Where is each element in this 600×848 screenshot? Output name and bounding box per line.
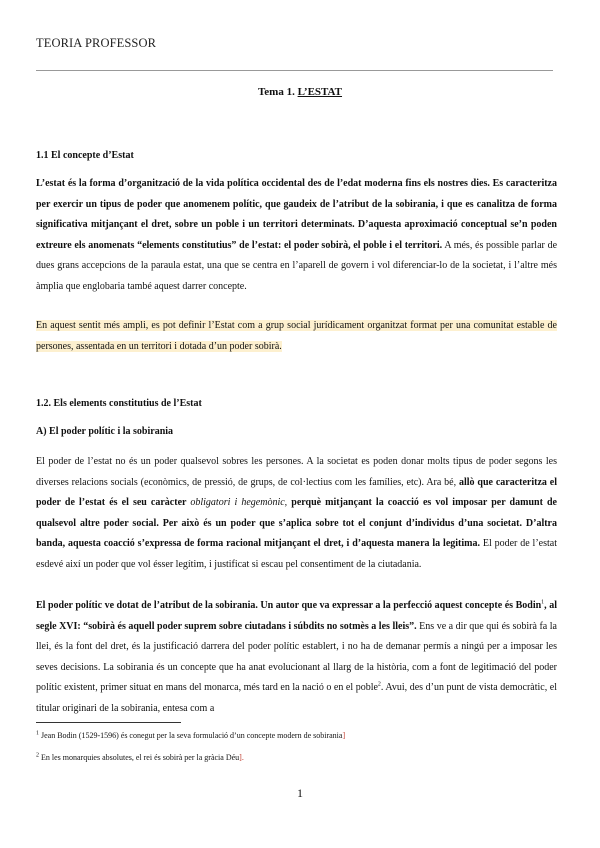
footnote-1-mark: ] [342, 731, 346, 740]
footnote-divider [36, 722, 181, 723]
paragraph-4-c: Ens ve a dir que qui és sobirà fa la llei, és la font del dret, és la justificació darrera del poder polític establert, i no ha de demanar permís a ningú per a imposar les seves decisions. La sobirania és un concepte que ha anat evolucionant al llarg de la història, com a font de legitimació del poder polític existent, primer situat en mans del monarca, més tard en la nació o en el poble [36, 620, 557, 693]
footnote-2 [36, 753, 244, 762]
document-title [0, 86, 600, 98]
footnote-2-text: En les monarquies absolutes, el rei és sobirà per la gràcia Déu [39, 753, 240, 762]
header-divider [36, 70, 553, 71]
title-main: L’ESTAT [297, 86, 343, 98]
section-heading-1-2: 1.2. Els elements constitutius de l’Estat [36, 398, 202, 409]
footnote-1-text: Jean Bodin (1529-1596) és conegut per la seva formulació d’un concepte modern de sobirania [39, 731, 343, 740]
title-prefix: Tema 1. [257, 86, 295, 98]
paragraph-4-b: , al segle XVI: “sobirà és aquell poder suprem sobre ciutadans i súbdits no sotmès a les lleis”. [36, 600, 557, 632]
page-number: 1 [297, 786, 303, 800]
footnote-2-mark: ]. [239, 753, 244, 762]
paragraph-3-b: allò que caracteritza el poder de l’estat és el seu caràcter [36, 476, 557, 508]
paragraph-1-bold: L’estat és la forma d’organització de la vida política occidental des de l’edat moderna fins els nostres dies. Es caracteritza per exercir un tipus de poder que anomenem polític, que gaudeix de l’atribut de la sobirania, i que es canalitza de forma significativa mitjançant el dret, sobre un poble i un territori determinats. D’aquesta aproximació conceptual se’n poden extreure els anomenats “elements constitutius” de l’estat: el poder sobirà, el poble i el territori. [36, 178, 557, 251]
paragraph-1 [36, 174, 557, 297]
paragraph-3-a: El poder de l’estat no és un poder qualsevol sobres les persones. A la societat es poden donar molts tipus de poder segons les diverses relacions socials (econòmics, de pressió, de grups, de col·lectius com les famílies, etc). Ara bé, [36, 456, 557, 488]
paragraph-4 [36, 596, 557, 719]
paragraph-3 [36, 452, 557, 575]
paragraph-3-italic: obligatori i hegemònic, [190, 497, 288, 508]
paragraph-4-a: El poder polític ve dotat de l’atribut de la sobirania. Un autor que va expressar a la perfecció aquest concepte és Bodin [36, 600, 542, 611]
footnote-ref-2[interactable]: 2 [377, 681, 381, 688]
paragraph-3-d: perquè mitjançant la coacció es vol imposar per damunt de qualsevol altre poder social. Per això és un poder que s’aplica sobre tot el conjunt d’individus d’una societat. D’altra banda, aquesta coacció s’expressa de forma racional mitjançant el dret, i d’aquesta manera la legitima. [36, 497, 557, 549]
paragraph-1-normal: A més, és possible parlar de dues grans accepcions de la paraula estat, una que se centra en l’aparell de govern i vol diferenciar-lo de la societat, i l’altre més àmplia que englobaria també aquest darrer concepte. [36, 239, 558, 292]
subsection-heading-a: A) El poder polític i la sobirania [36, 426, 174, 437]
paragraph-2 [36, 316, 557, 357]
section-heading-1-1: 1.1 El concepte d’Estat [36, 150, 134, 161]
footnote-2-number: 2 [36, 752, 39, 759]
header-title: TEORIA PROFESSOR [36, 36, 157, 50]
footnote-ref-1[interactable]: 1 [541, 599, 545, 606]
paragraph-4-d: . Avui, des d’un punt de vista democràtic, el titular originari de la sobirania, entesa com a [36, 682, 557, 714]
paragraph-3-e: El poder de l’estat esdevé així un poder que vol ésser legítim, i justificat si escau pel consentiment de la ciutadania. [36, 538, 557, 570]
footnote-1-number: 1 [36, 730, 39, 737]
highlighted-definition: En aquest sentit més ampli, es pot definir l’Estat com a grup social jurídicament organitzat format per una comunitat estable de persones, assentada en un territori i dotada d’un poder sobirà. [36, 320, 557, 352]
footnote-1 [36, 731, 345, 740]
